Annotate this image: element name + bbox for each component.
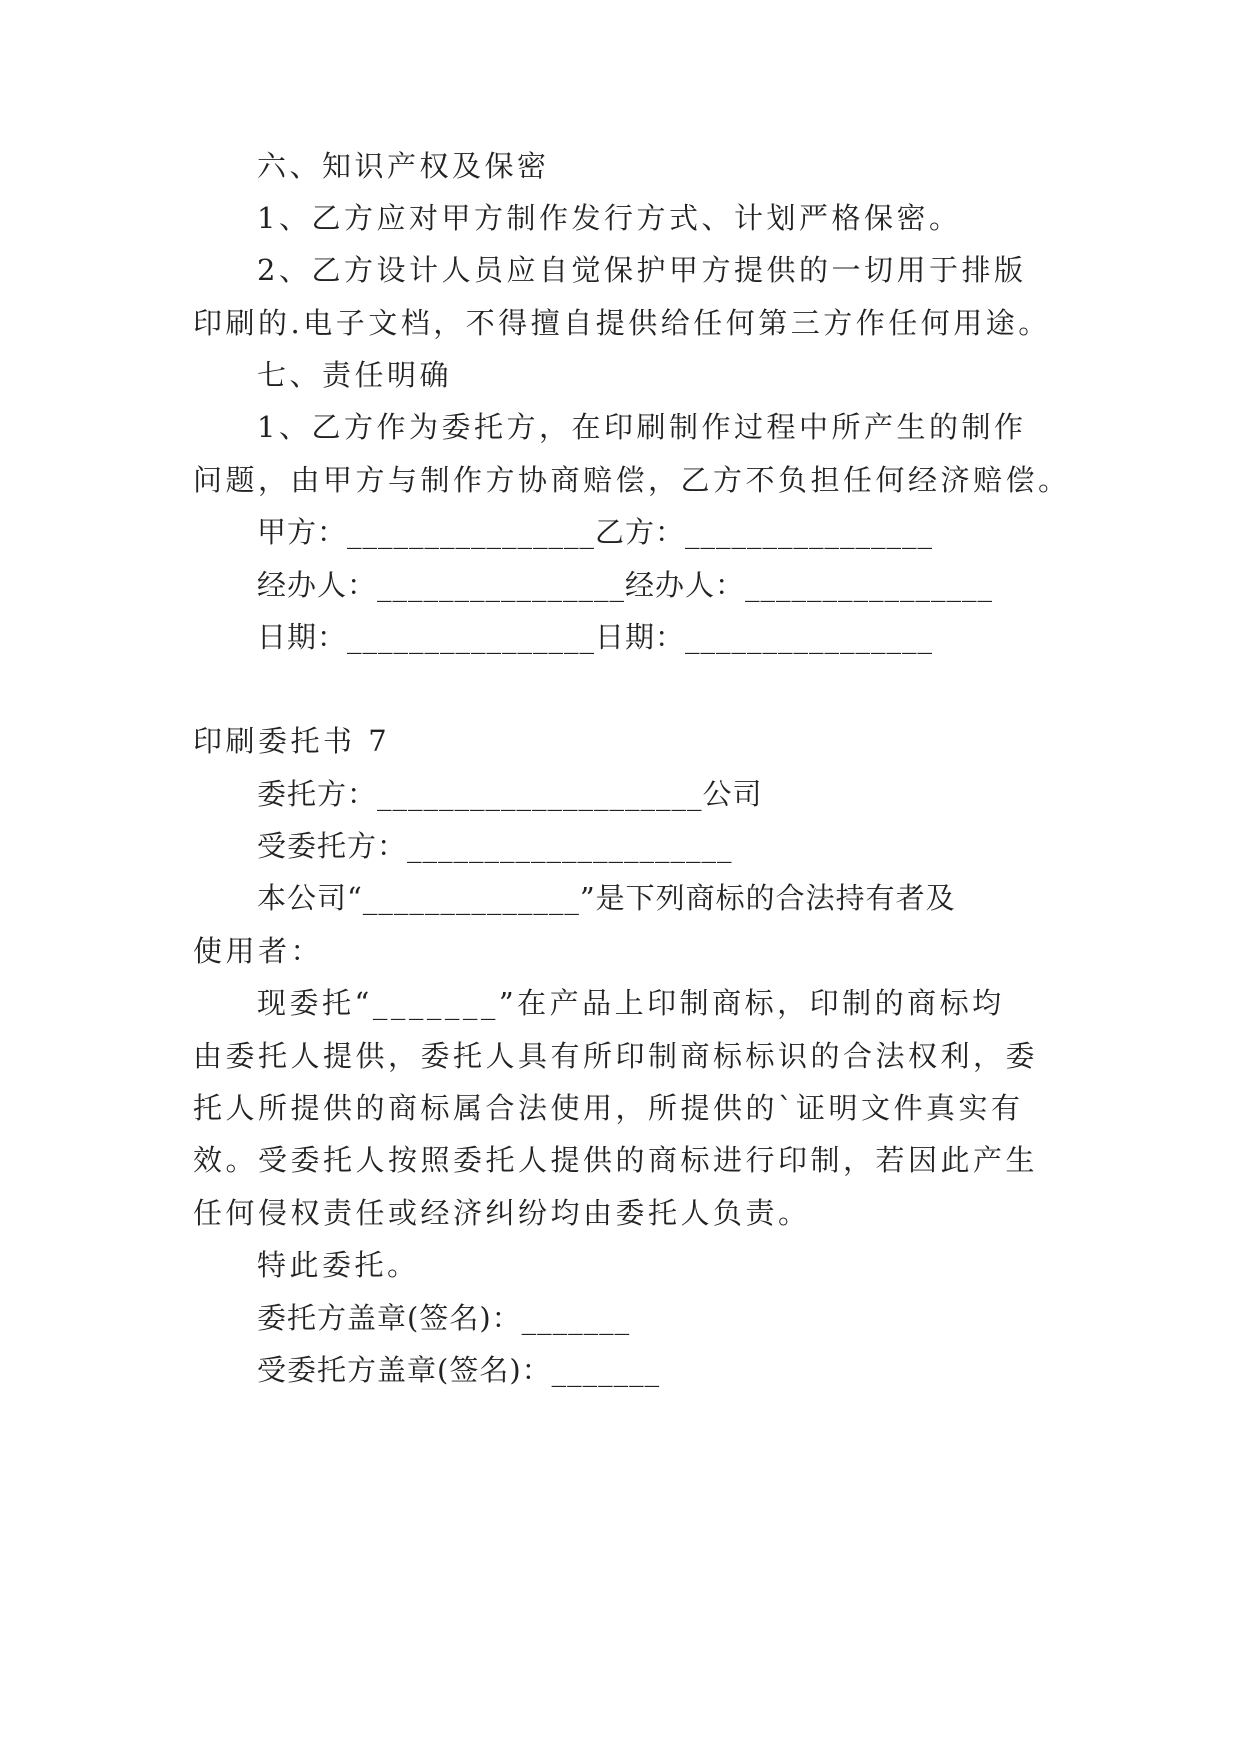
closing-line: 特此委托。 [257, 1248, 420, 1282]
signature-handler-line: 经办人：________________经办人：________________ [257, 568, 994, 602]
section6-heading: 六、知识产权及保密 [257, 149, 550, 183]
principal-seal-line: 委托方盖章(签名)：_______ [257, 1301, 631, 1335]
section6-item1: 1、乙方应对甲方制作发行方式、计划严格保密。 [257, 201, 962, 235]
signature-date-line: 日期：________________日期：________________ [257, 620, 934, 654]
section7-item1-line2: 问题，由甲方与制作方协商赔偿，乙方不负担任何经济赔偿。 [193, 463, 1071, 497]
agent-line: 受委托方：_____________________ [257, 829, 733, 863]
principal-line: 委托方：_____________________公司 [257, 777, 763, 811]
section7-item1-line1: 1、乙方作为委托方，在印刷制作过程中所产生的制作 [257, 410, 1027, 444]
letter-title: 印刷委托书 7 [193, 724, 391, 758]
section7-heading: 七、责任明确 [257, 358, 453, 392]
body1-line1: 本公司“______________”是下列商标的合法持有者及 [257, 881, 956, 915]
body1-line2: 使用者： [193, 934, 324, 968]
section6-item2-line2: 印刷的.电子文档，不得擅自提供给任何第三方作任何用途。 [193, 306, 1051, 340]
agent-seal-line: 受委托方盖章(签名)：_______ [257, 1353, 661, 1387]
body2-line2: 由委托人提供，委托人具有所印制商标标识的合法权利，委 [193, 1039, 1039, 1073]
body2-line1: 现委托“_______”在产品上印制商标，印制的商标均 [257, 986, 1005, 1020]
section6-item2-line1: 2、乙方设计人员应自觉保护甲方提供的一切用于排版 [257, 253, 1027, 287]
signature-party-line: 甲方：________________乙方：________________ [257, 515, 934, 549]
body2-line5: 任何侵权责任或经济纠纷均由委托人负责。 [193, 1196, 811, 1230]
body2-line4: 效。受委托人按照委托人提供的商标进行印制，若因此产生 [193, 1143, 1039, 1177]
body2-line3: 托人所提供的商标属合法使用，所提供的`证明文件真实有 [193, 1091, 1024, 1125]
